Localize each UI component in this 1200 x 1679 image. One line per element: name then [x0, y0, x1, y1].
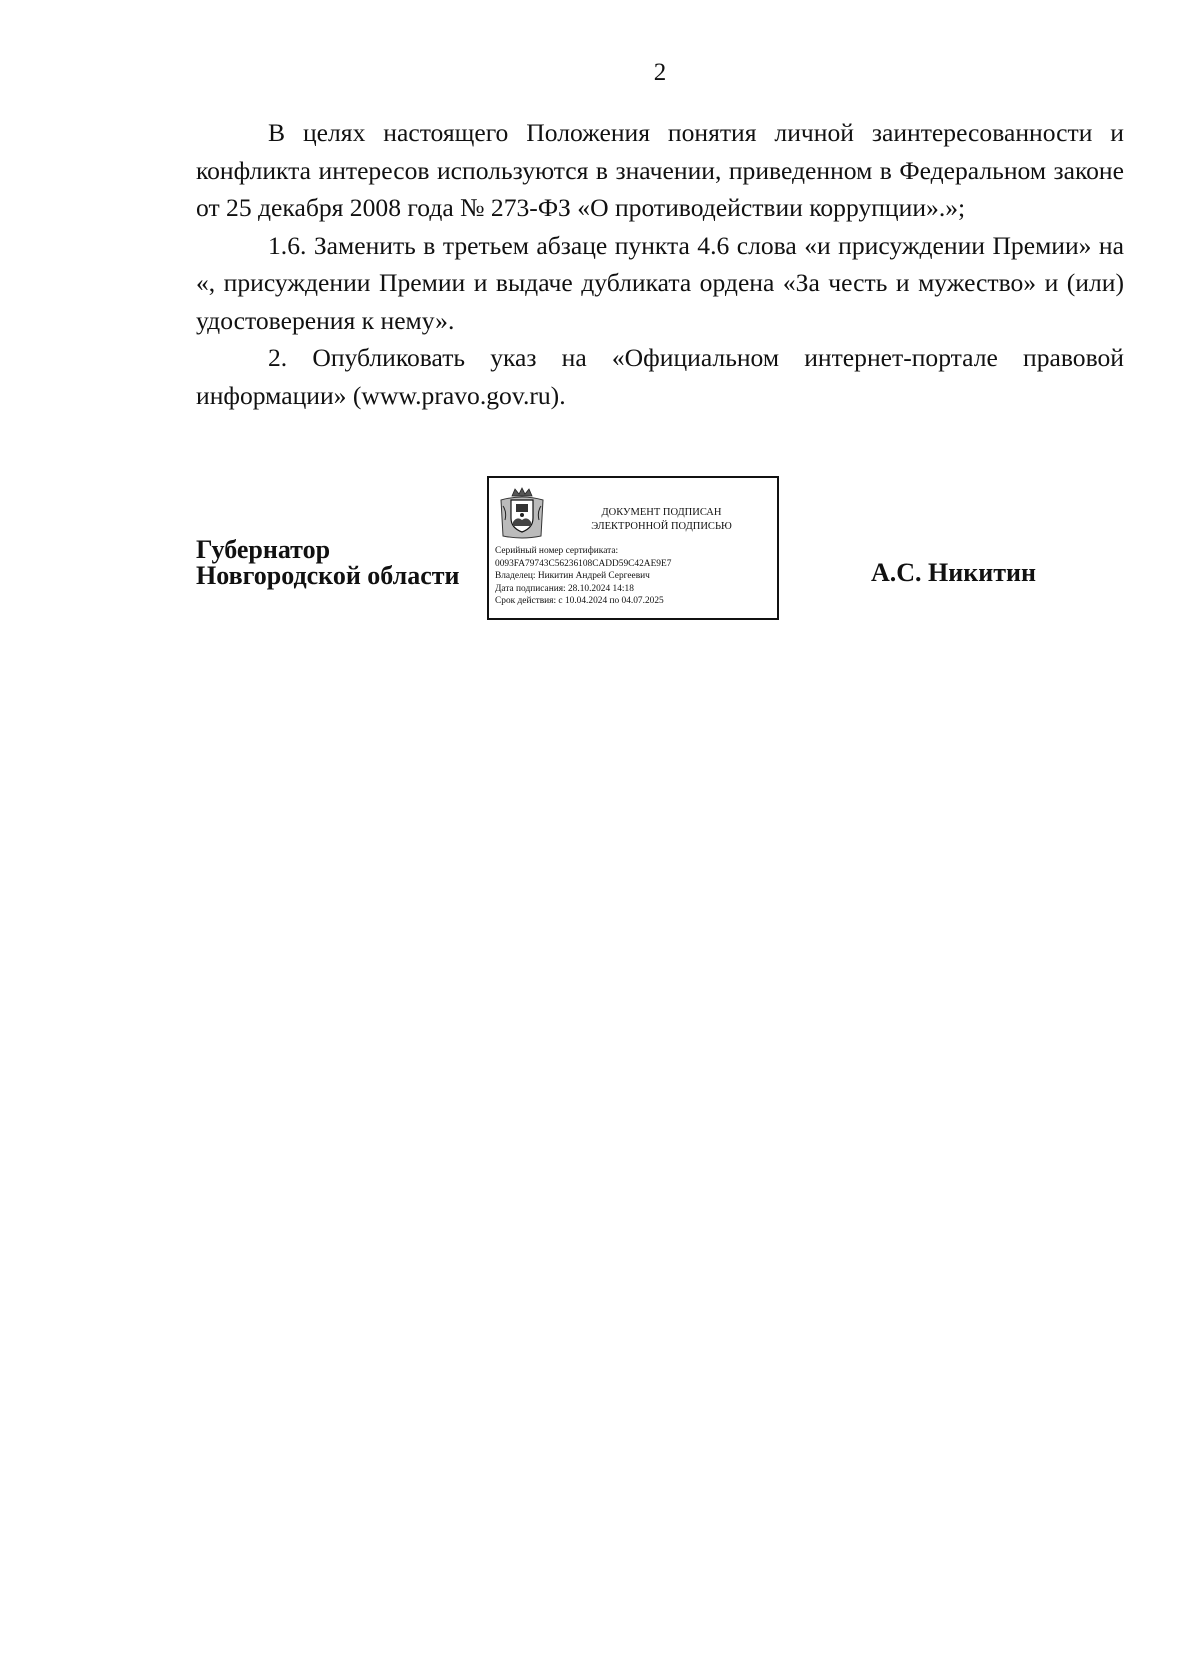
stamp-heading-line2: ЭЛЕКТРОННОЙ ПОДПИСЬЮ: [591, 521, 732, 532]
stamp-details: [495, 545, 671, 608]
signatory-title-line1: Губернатор: [196, 535, 331, 564]
document-body: [196, 114, 1124, 414]
signatory-title-line2: Новгородской области: [196, 561, 460, 590]
signatory-title: [196, 537, 460, 589]
certificate-serial-value: 0093FA79743C56236108CADD59C42AE9E7: [495, 558, 672, 569]
certificate-owner: Владелец: Никитин Андрей Сергеевич: [495, 571, 650, 582]
signatory-name: А.С. Никитин: [871, 558, 1036, 587]
paragraph-item-2: 2. Опубликовать указ на «Официальном интернет-портале правовой информации» (www.pravo.gov.ru).: [196, 343, 1124, 410]
certificate-serial-label: Серийный номер сертификата:: [495, 546, 619, 556]
paragraph-conflict-of-interest: В целях настоящего Положения понятия личной заинтересованности и конфликта интересов используются в значении, приведенном в Федеральном законе от 25 декабря 2008 года № 273-ФЗ «О противодействии коррупции».»;: [196, 118, 1124, 222]
stamp-heading: [559, 506, 764, 534]
paragraph-item-1-6: 1.6. Заменить в третьем абзаце пункта 4.6 слова «и присуждении Премии» на «, присуждении Премии и выдаче дубликата ордена «За честь и мужество» и (или) удостоверения к нему».: [196, 230, 1124, 335]
page-number: 2: [653, 59, 667, 86]
electronic-signature-stamp: [487, 476, 779, 620]
certificate-validity: Срок действия: с 10.04.2024 по 04.07.2025: [495, 596, 664, 607]
coat-of-arms-icon: [497, 486, 547, 540]
signing-date: Дата подписания: 28.10.2024 14:18: [495, 583, 634, 594]
stamp-heading-line1: ДОКУМЕНТ ПОДПИСАН: [601, 507, 722, 518]
